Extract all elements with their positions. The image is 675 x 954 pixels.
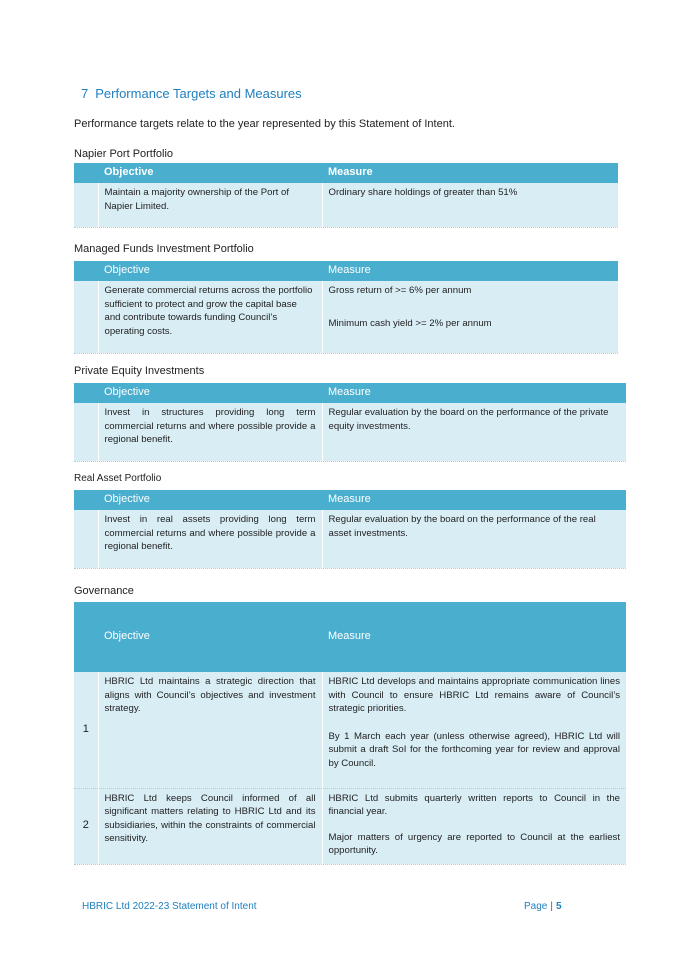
governance-row-index: 2: [74, 788, 98, 864]
governance-table: [74, 602, 626, 865]
private-equity-measure-header: Measure: [322, 383, 626, 403]
private-equity-objective-header: Objective: [98, 383, 322, 403]
footer-page-label: Page: [524, 901, 548, 912]
private-equity-table: [74, 383, 626, 462]
governance-row-objective: HBRIC Ltd keeps Council informed of all significant matters relating to HBRIC Ltd and its subsidiaries, within the constraints of commercial sensitivity.: [98, 788, 322, 864]
footer-page: [524, 901, 562, 912]
real-asset-measure-header: Measure: [322, 490, 626, 510]
governance-row-index: 1: [74, 672, 98, 788]
napier-measure-cell: Ordinary share holdings of greater than 51%: [322, 183, 618, 227]
governance-index-header: [74, 602, 98, 672]
managed-measure-1: Gross return of >= 6% per annum: [328, 285, 472, 296]
intro-text: Performance targets relate to the year represented by this Statement of Intent.: [74, 118, 455, 130]
private-equity-objective-cell: Invest in structures providing long term commercial returns and where possible provide a regional benefit.: [98, 403, 322, 461]
governance-objective-header: Objective: [98, 602, 322, 672]
footer-page-number: 5: [555, 901, 562, 912]
table-row: [74, 672, 626, 788]
governance-row-measure-1: HBRIC Ltd develops and maintains appropriate communication lines with Council to ensure HBRIC Ltd remains aware of Council’s strategic priorities.: [328, 676, 620, 714]
table-row: [74, 788, 626, 864]
real-asset-objective-cell: Invest in real assets providing long term commercial returns and where possible provide a regional benefit.: [98, 510, 322, 568]
managed-index-cell: [74, 281, 98, 353]
real-asset-heading: Real Asset Portfolio: [74, 473, 162, 484]
governance-row-measure-1: HBRIC Ltd submits quarterly written reports to Council in the financial year.: [328, 792, 620, 817]
napier-index-cell: [74, 183, 98, 227]
napier-index-header: [74, 163, 98, 183]
real-asset-measure-cell: Regular evaluation by the board on the performance of the real asset investments.: [322, 510, 626, 568]
managed-objective-header: Objective: [98, 261, 322, 281]
managed-objective-cell: Generate commercial returns across the portfolio sufficient to protect and grow the capital base and contribute towards funding Council’s operating costs.: [98, 281, 322, 353]
private-equity-index-cell: [74, 403, 98, 461]
private-equity-index-header: [74, 383, 98, 403]
napier-objective-header: Objective: [98, 163, 322, 183]
real-asset-index-header: [74, 490, 98, 510]
managed-measure-header: Measure: [322, 261, 618, 281]
footer-doc-title: HBRIC Ltd 2022-23 Statement of Intent: [82, 901, 257, 912]
napier-objective-cell: Maintain a majority ownership of the Port of Napier Limited.: [98, 183, 322, 227]
section-number: 7: [81, 86, 89, 101]
managed-table: [74, 261, 618, 354]
managed-measure-cell: [322, 281, 618, 353]
private-equity-heading: Private Equity Investments: [74, 365, 205, 377]
real-asset-table: [74, 490, 626, 569]
footer-separator: |: [550, 901, 553, 912]
governance-row-measure-2: By 1 March each year (unless otherwise agreed), HBRIC Ltd will submit a draft SoI for the forthcoming year for review and approval by Council.: [328, 730, 620, 769]
section-title: Performance Targets and Measures: [95, 86, 302, 101]
managed-index-header: [74, 261, 98, 281]
governance-row-measure-2: Major matters of urgency are reported to Council at the earliest opportunity.: [328, 831, 620, 856]
napier-measure-header: Measure: [322, 163, 618, 183]
managed-measure-2: Minimum cash yield >= 2% per annum: [328, 317, 492, 329]
section-heading: [81, 86, 302, 101]
private-equity-measure-cell: Regular evaluation by the board on the performance of the private equity investments.: [322, 403, 626, 461]
governance-row-objective: HBRIC Ltd maintains a strategic direction that aligns with Council’s objectives and investment strategy.: [98, 672, 322, 788]
napier-table: [74, 163, 618, 228]
real-asset-index-cell: [74, 510, 98, 568]
napier-heading: Napier Port Portfolio: [74, 148, 174, 160]
managed-heading: Managed Funds Investment Portfolio: [74, 243, 254, 255]
real-asset-objective-header: Objective: [98, 490, 322, 510]
governance-measure-header: Measure: [322, 602, 626, 672]
governance-heading: Governance: [74, 585, 134, 597]
governance-row-measure: [322, 672, 626, 788]
governance-row-measure: [322, 788, 626, 864]
